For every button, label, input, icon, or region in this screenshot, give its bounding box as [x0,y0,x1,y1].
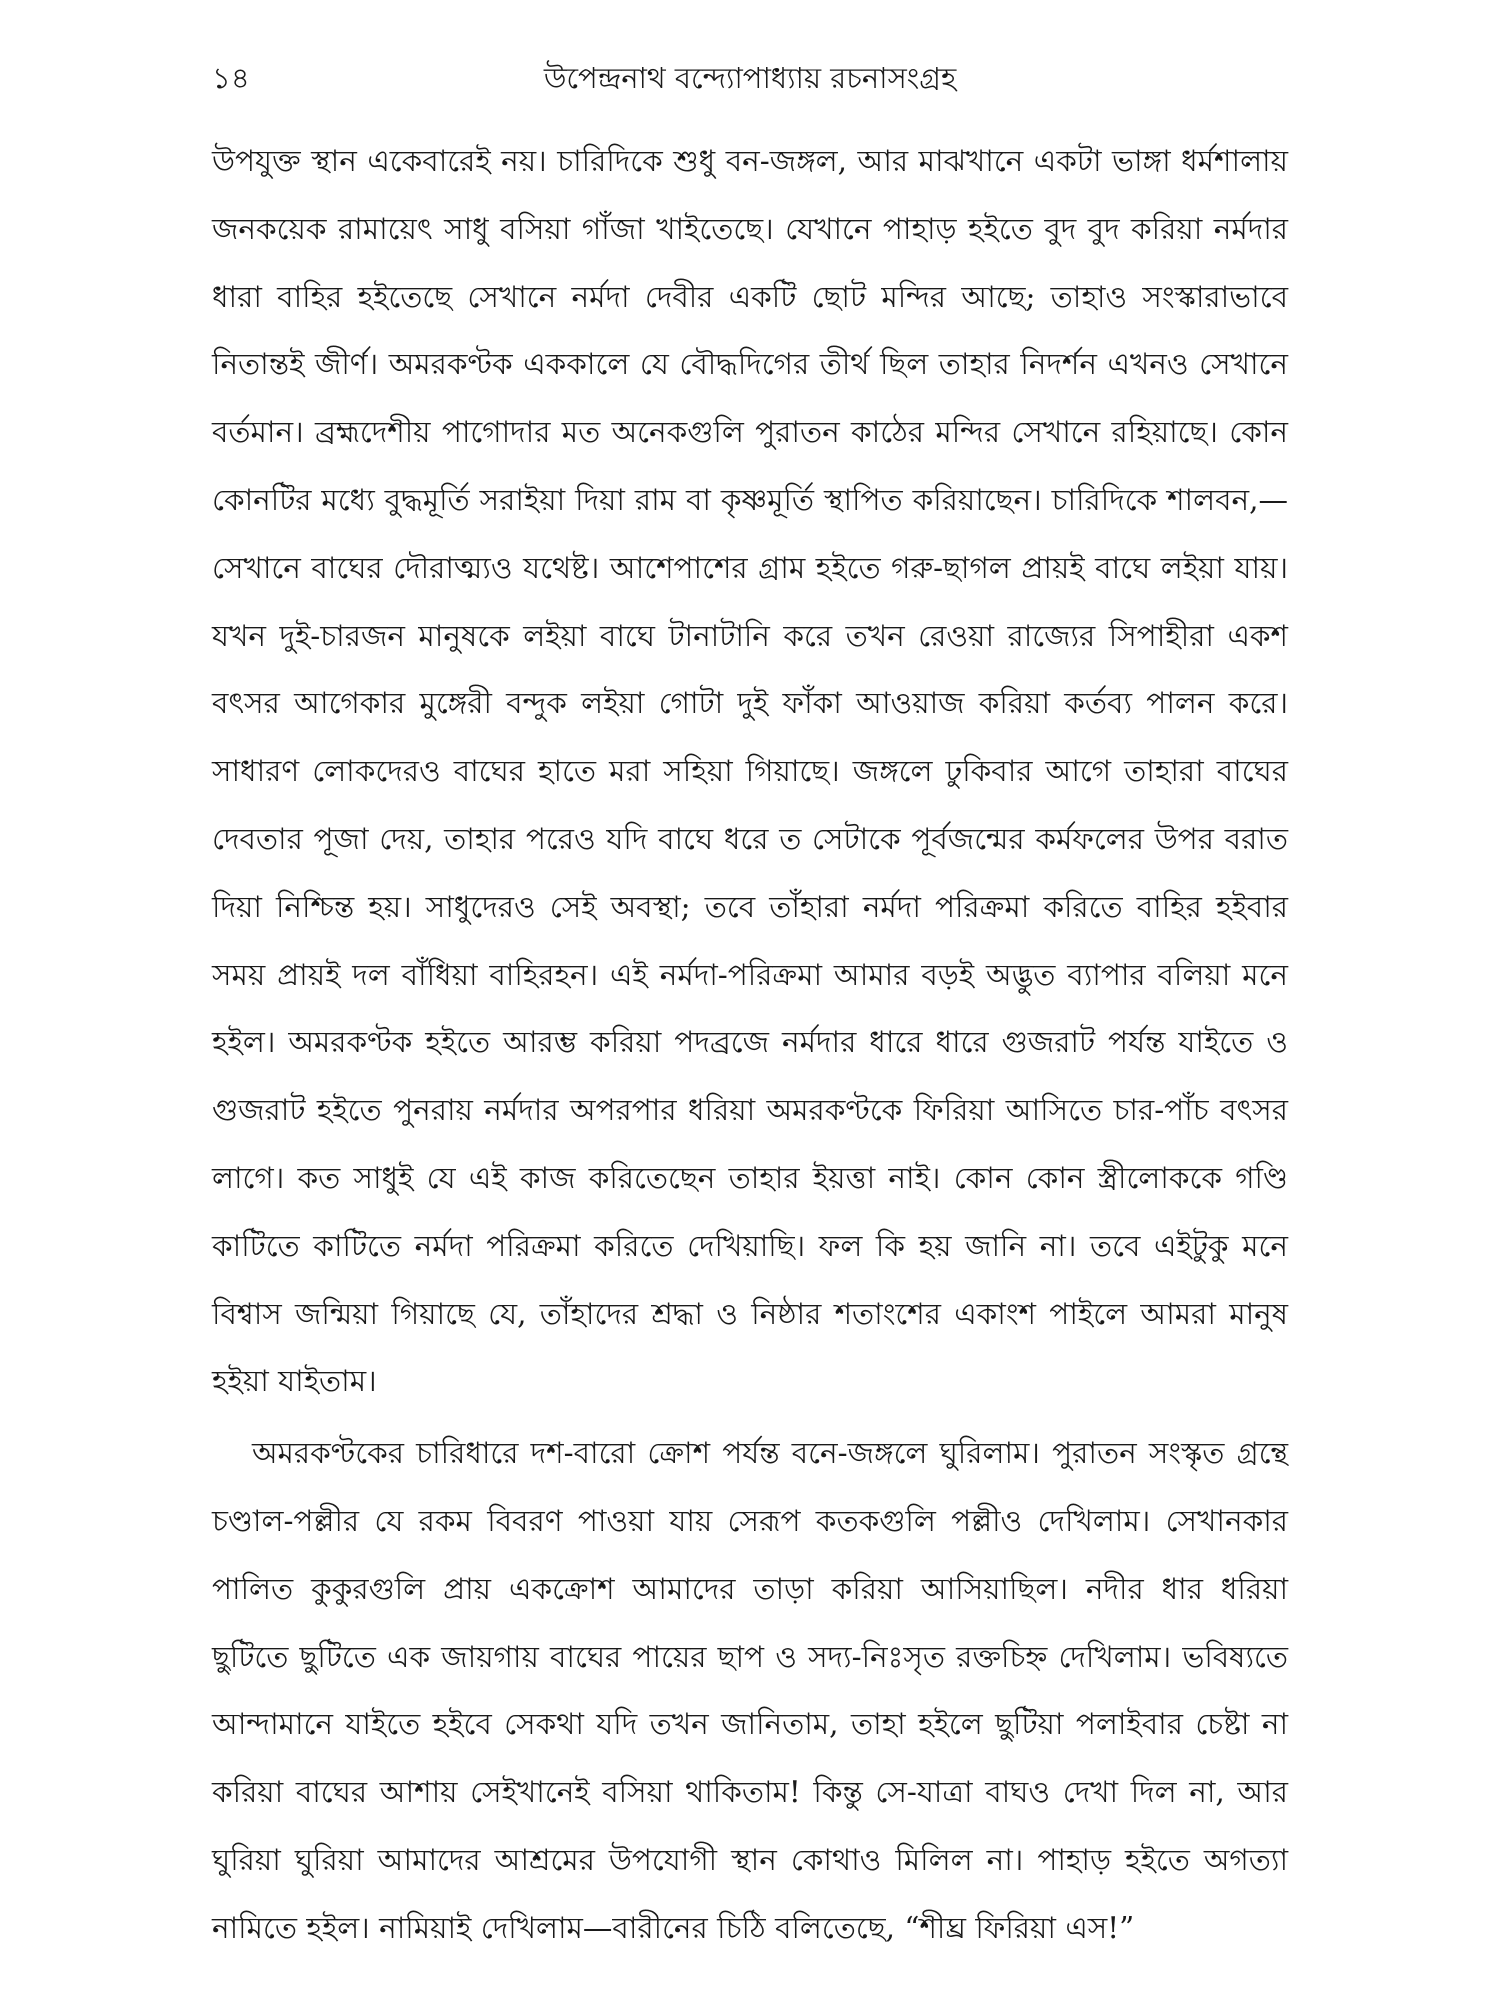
paragraph-1: উপযুক্ত স্থান একেবারেই নয়। চারিদিকে শুধু বন-জঙ্গল, আর মাঝখানে একটা ভাঙ্গা ধর্মশালায় জনকয়েক রামায়েৎ সাধু বসিয়া গাঁজা খাইতেছে। যেখানে পাহাড় হইতে বুদ বুদ করিয়া নর্মদার ধারা বাহির হইতেছে সেখানে নর্মদা দেবীর একটি ছোট মন্দির আছে; তাহাও সংস্কারাভাবে নিতান্তই জীর্ণ। অমরকণ্টক এককালে যে বৌদ্ধদিগের তীর্থ ছিল তাহার নিদর্শন এখনও সেখানে বর্তমান। ব্রহ্মদেশীয় পাগোদার মত অনেকগুলি পুরাতন কাঠের মন্দির সেখানে রহিয়াছে। কোন কোনটির মধ্যে বুদ্ধমূর্তি সরাইয়া দিয়া রাম বা কৃষ্ণমূর্তি স্থাপিত করিয়াছেন। চারিদিকে শালবন,—সেখানে বাঘের দৌরাত্ম্যও যথেষ্ট। আশেপাশের গ্রাম হইতে গরু-ছাগল প্রায়ই বাঘে লইয়া যায়। যখন দুই-চারজন মানুষকে লইয়া বাঘে টানাটানি করে তখন রেওয়া রাজ্যের সিপাহীরা একশ বৎসর আগেকার মুঙ্গেরী বন্দুক লইয়া গোটা দুই ফাঁকা আওয়াজ করিয়া কর্তব্য পালন করে। সাধারণ লোকদেরও বাঘের হাতে মরা সহিয়া গিয়াছে। জঙ্গলে ঢুকিবার আগে তাহারা বাঘের দেবতার পূজা দেয়, তাহার পরেও যদি বাঘে ধরে ত সেটাকে পূর্বজন্মের কর্মফলের উপর বরাত দিয়া নিশ্চিন্ত হয়। সাধুদেরও সেই অবস্থা; তবে তাঁহারা নর্মদা পরিক্রমা করিতে বাহির হইবার সময় প্রায়ই দল বাঁধিয়া বাহিরহন। এই নর্মদা-পরিক্রমা আমার বড়ই অদ্ভুত ব্যাপার বলিয়া মনে হইল। অমরকণ্টক হইতে আরম্ভ করিয়া পদব্রজে নর্মদার ধারে ধারে গুজরাট পর্যন্ত যাইতে ও গুজরাট হইতে পুনরায় নর্মদার অপরপার ধরিয়া অমরকণ্টকে ফিরিয়া আসিতে চার-পাঁচ বৎসর লাগে। কত সাধুই যে এই কাজ করিতেছেন তাহার ইয়ত্তা নাই। কোন কোন স্ত্রীলোককে গণ্ডি কাটিতে কাটিতে নর্মদা পরিক্রমা করিতে দেখিয়াছি। ফল কি হয় জানি না। তবে এইটুকু মনে বিশ্বাস জন্মিয়া গিয়াছে যে, তাঁহাদের শ্রদ্ধা ও নিষ্ঠার শতাংশের একাংশ পাইলে আমরা মানুষ হইয়া যাইতাম। [212,144,1288,1399]
book-title: উপেন্দ্রনাথ বন্দ্যোপাধ্যায় রচনাসংগ্রহ [543,61,957,95]
body-text [212,128,1288,1963]
paragraph-2: অমরকণ্টকের চারিধারে দশ-বারো ক্রোশ পর্যন্ত বনে-জঙ্গলে ঘুরিলাম। পুরাতন সংস্কৃত গ্রন্থে চণ্ডাল-পল্লীর যে রকম বিবরণ পাওয়া যায় সেরূপ কতকগুলি পল্লীও দেখিলাম। সেখানকার পালিত কুকুরগুলি প্রায় একক্রোশ আমাদের তাড়া করিয়া আসিয়াছিল। নদীর ধার ধরিয়া ছুটিতে ছুটিতে এক জায়গায় বাঘের পায়ের ছাপ ও সদ্য-নিঃসৃত রক্তচিহ্ন দেখিলাম। ভবিষ্যতে আন্দামানে যাইতে হইবে সেকথা যদি তখন জানিতাম, তাহা হইলে ছুটিয়া পলাইবার চেষ্টা না করিয়া বাঘের আশায় সেইখানেই বসিয়া থাকিতাম! কিন্তু সে-যাত্রা বাঘও দেখা দিল না, আর ঘুরিয়া ঘুরিয়া আমাদের আশ্রমের উপযোগী স্থান কোথাও মিলিল না। পাহাড় হইতে অগত্যা নামিতে হইল। নামিয়াই দেখিলাম—বারীনের চিঠি বলিতেছে, “শীঘ্র ফিরিয়া এস!” [212,1436,1288,1945]
running-head [212,50,1288,106]
page-number: ১৪ [212,61,250,95]
